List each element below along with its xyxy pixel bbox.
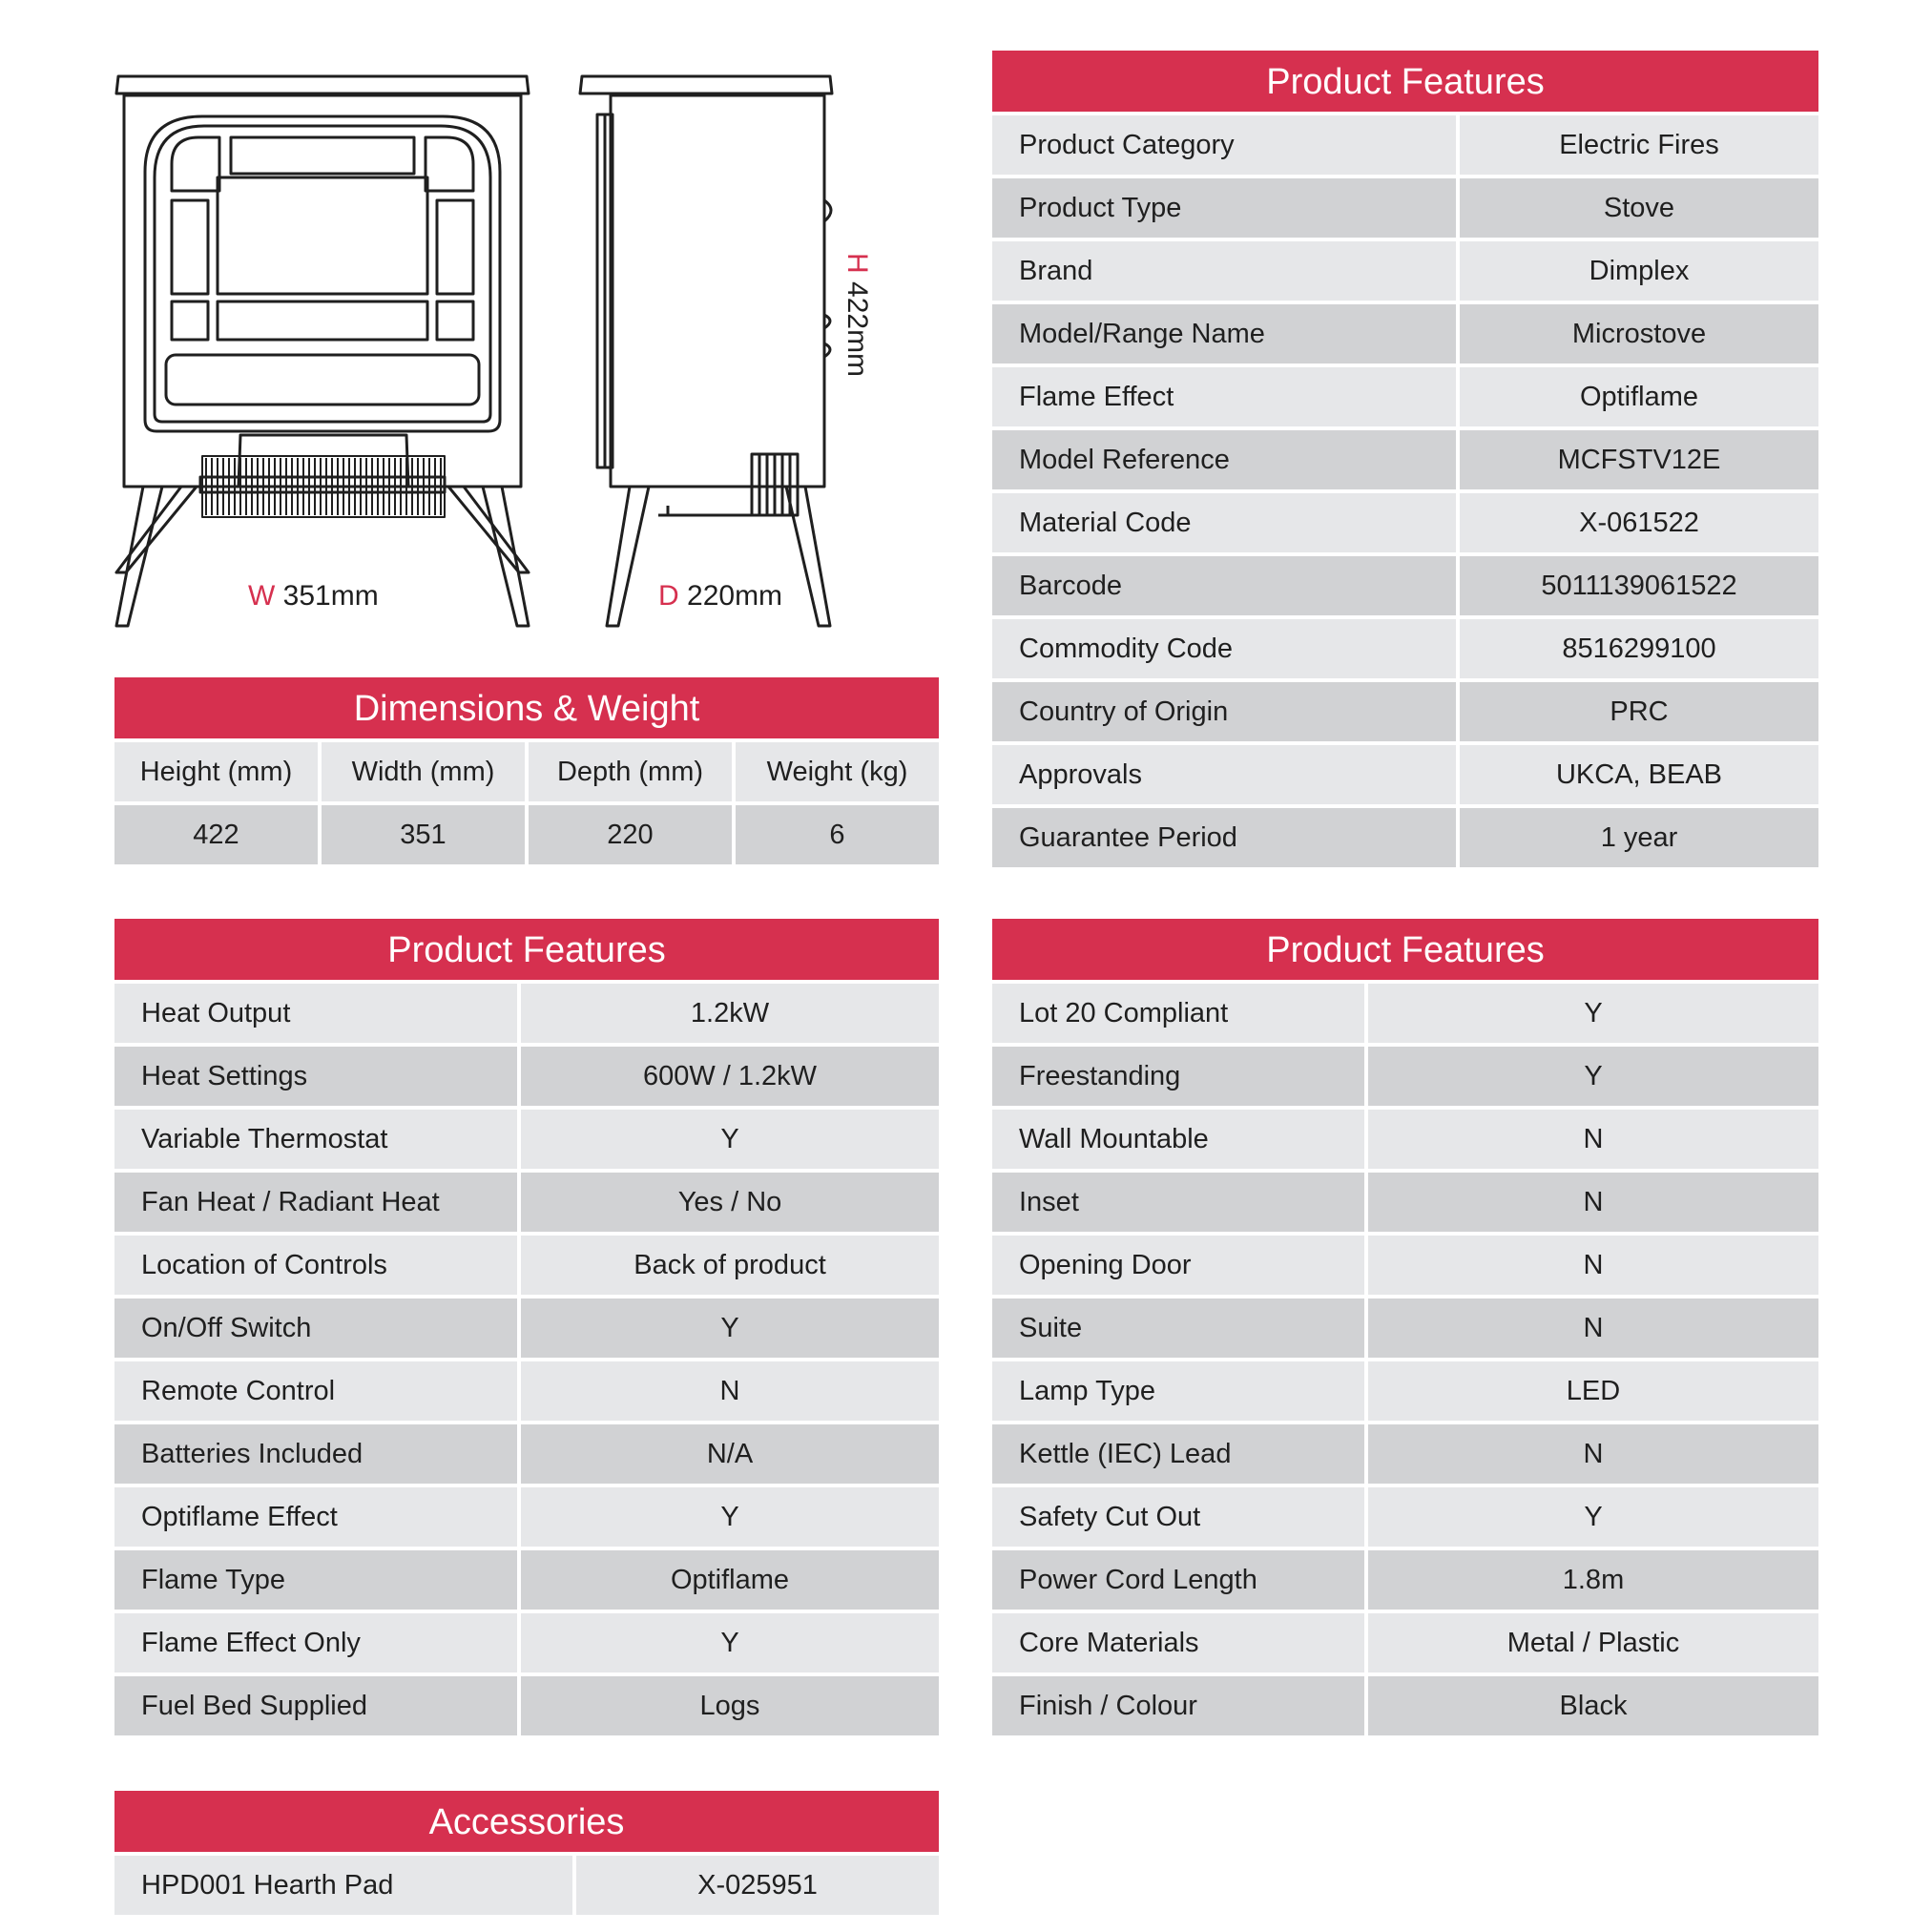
feature-label: Variable Thermostat <box>114 1110 517 1169</box>
feature-label: Location of Controls <box>114 1236 517 1295</box>
table-row <box>992 1613 1818 1672</box>
feature-value: Microstove <box>1460 304 1818 364</box>
feature-value: MCFSTV12E <box>1460 430 1818 489</box>
feature-label: Barcode <box>992 556 1456 615</box>
feature-value: Yes / No <box>521 1173 939 1232</box>
feature-value: UKCA, BEAB <box>1460 745 1818 804</box>
feature-value: Y <box>1368 984 1818 1043</box>
feature-label: Suite <box>992 1298 1364 1358</box>
table-row <box>992 178 1818 238</box>
feature-value: Y <box>521 1110 939 1169</box>
table-row <box>992 367 1818 426</box>
table-row <box>992 682 1818 741</box>
dimensions-title: Dimensions & Weight <box>114 677 939 738</box>
dimensions-header-depth: Depth (mm) <box>529 742 732 801</box>
accessory-label: HPD001 Hearth Pad <box>114 1856 572 1915</box>
feature-label: Safety Cut Out <box>992 1487 1364 1547</box>
feature-value: N <box>1368 1173 1818 1232</box>
feature-value: PRC <box>1460 682 1818 741</box>
table-row <box>992 984 1818 1043</box>
feature-label: Country of Origin <box>992 682 1456 741</box>
product-features-main-title: Product Features <box>992 51 1818 112</box>
feature-label: On/Off Switch <box>114 1298 517 1358</box>
feature-label: Guarantee Period <box>992 808 1456 867</box>
feature-value: 8516299100 <box>1460 619 1818 678</box>
feature-label: Model Reference <box>992 430 1456 489</box>
feature-label: Batteries Included <box>114 1424 517 1484</box>
table-row <box>992 493 1818 552</box>
table-row <box>114 1550 939 1610</box>
depth-dimension-value: 220mm <box>687 580 783 612</box>
feature-label: Commodity Code <box>992 619 1456 678</box>
feature-value: Stove <box>1460 178 1818 238</box>
feature-label: Brand <box>992 241 1456 301</box>
feature-label: Freestanding <box>992 1047 1364 1106</box>
width-dimension-letter: W <box>248 580 276 612</box>
table-row <box>114 1236 939 1295</box>
feature-label: Material Code <box>992 493 1456 552</box>
feature-value: Optiflame <box>1460 367 1818 426</box>
product-features-heat-title: Product Features <box>114 919 939 980</box>
product-features-install-title: Product Features <box>992 919 1818 980</box>
dimensions-value-weight: 6 <box>736 805 939 864</box>
dimensions-header-height: Height (mm) <box>114 742 318 801</box>
side-view <box>580 76 832 626</box>
feature-value: 600W / 1.2kW <box>521 1047 939 1106</box>
feature-label: Lot 20 Compliant <box>992 984 1364 1043</box>
dimensions-value-height: 422 <box>114 805 318 864</box>
table-row <box>992 1236 1818 1295</box>
dimensions-header-width: Width (mm) <box>322 742 525 801</box>
product-drawing <box>95 57 954 649</box>
accessories-panel <box>114 1791 939 1915</box>
stove-line-drawing <box>95 57 954 649</box>
dimensions-value-width: 351 <box>322 805 525 864</box>
table-row <box>114 1856 939 1915</box>
depth-dimension <box>658 580 782 613</box>
table-row <box>114 984 939 1043</box>
table-row <box>992 1424 1818 1484</box>
feature-value: 5011139061522 <box>1460 556 1818 615</box>
height-dimension-value: 422mm <box>841 281 873 378</box>
feature-value: 1 year <box>1460 808 1818 867</box>
feature-value: Metal / Plastic <box>1368 1613 1818 1672</box>
feature-label: Remote Control <box>114 1361 517 1421</box>
table-row <box>992 430 1818 489</box>
table-row <box>114 1676 939 1735</box>
feature-value: 1.8m <box>1368 1550 1818 1610</box>
table-row <box>114 1047 939 1106</box>
feature-label: Flame Effect Only <box>114 1613 517 1672</box>
feature-label: Product Type <box>992 178 1456 238</box>
table-row <box>992 1298 1818 1358</box>
table-row <box>992 745 1818 804</box>
feature-value: Y <box>521 1487 939 1547</box>
feature-label: Heat Output <box>114 984 517 1043</box>
feature-label: Wall Mountable <box>992 1110 1364 1169</box>
table-row <box>992 808 1818 867</box>
feature-value: N <box>1368 1298 1818 1358</box>
feature-label: Opening Door <box>992 1236 1364 1295</box>
accessories-title: Accessories <box>114 1791 939 1852</box>
feature-value: N <box>1368 1110 1818 1169</box>
feature-value: LED <box>1368 1361 1818 1421</box>
dimensions-panel <box>114 677 939 864</box>
table-row <box>992 1487 1818 1547</box>
feature-label: Product Category <box>992 115 1456 175</box>
dimensions-value-depth: 220 <box>529 805 732 864</box>
table-row <box>992 1110 1818 1169</box>
feature-value: N <box>1368 1424 1818 1484</box>
height-dimension <box>841 253 873 377</box>
width-dimension <box>248 580 379 613</box>
feature-value: Dimplex <box>1460 241 1818 301</box>
product-features-heat-panel <box>114 919 939 1735</box>
table-row <box>992 1173 1818 1232</box>
feature-value: Y <box>521 1298 939 1358</box>
table-row <box>114 1110 939 1169</box>
feature-label: Fuel Bed Supplied <box>114 1676 517 1735</box>
dimensions-header-weight: Weight (kg) <box>736 742 939 801</box>
feature-value: X-061522 <box>1460 493 1818 552</box>
feature-value: Y <box>1368 1487 1818 1547</box>
table-row <box>992 556 1818 615</box>
feature-value: Back of product <box>521 1236 939 1295</box>
depth-dimension-letter: D <box>658 580 679 612</box>
table-row <box>992 304 1818 364</box>
front-view <box>116 76 529 572</box>
table-row <box>992 241 1818 301</box>
table-row <box>992 1047 1818 1106</box>
feature-label: Flame Type <box>114 1550 517 1610</box>
table-row <box>114 1613 939 1672</box>
table-row <box>114 1298 939 1358</box>
feature-value: Electric Fires <box>1460 115 1818 175</box>
table-row <box>114 1487 939 1547</box>
feature-label: Kettle (IEC) Lead <box>992 1424 1364 1484</box>
feature-value: N <box>521 1361 939 1421</box>
feature-value: Black <box>1368 1676 1818 1735</box>
table-row <box>992 1361 1818 1421</box>
feature-label: Flame Effect <box>992 367 1456 426</box>
dimensions-value-row <box>114 805 939 864</box>
table-row <box>992 619 1818 678</box>
feature-value: Logs <box>521 1676 939 1735</box>
feature-label: Core Materials <box>992 1613 1364 1672</box>
feature-label: Finish / Colour <box>992 1676 1364 1735</box>
feature-value: N <box>1368 1236 1818 1295</box>
table-row <box>114 1424 939 1484</box>
table-row <box>992 1676 1818 1735</box>
feature-value: Y <box>1368 1047 1818 1106</box>
feature-value: Y <box>521 1613 939 1672</box>
feature-label: Lamp Type <box>992 1361 1364 1421</box>
feature-value: Optiflame <box>521 1550 939 1610</box>
feature-label: Power Cord Length <box>992 1550 1364 1610</box>
feature-value: N/A <box>521 1424 939 1484</box>
table-row <box>114 1361 939 1421</box>
product-features-install-panel <box>992 919 1818 1735</box>
feature-label: Fan Heat / Radiant Heat <box>114 1173 517 1232</box>
feature-label: Inset <box>992 1173 1364 1232</box>
dimensions-header-row <box>114 742 939 801</box>
table-row <box>114 1173 939 1232</box>
feature-label: Model/Range Name <box>992 304 1456 364</box>
feature-label: Heat Settings <box>114 1047 517 1106</box>
feature-label: Optiflame Effect <box>114 1487 517 1547</box>
table-row <box>992 1550 1818 1610</box>
accessory-value: X-025951 <box>576 1856 939 1915</box>
feature-value: 1.2kW <box>521 984 939 1043</box>
width-dimension-value: 351mm <box>282 580 379 612</box>
height-dimension-letter: H <box>841 253 873 274</box>
table-row <box>992 115 1818 175</box>
product-features-main-panel <box>992 51 1818 867</box>
feature-label: Approvals <box>992 745 1456 804</box>
